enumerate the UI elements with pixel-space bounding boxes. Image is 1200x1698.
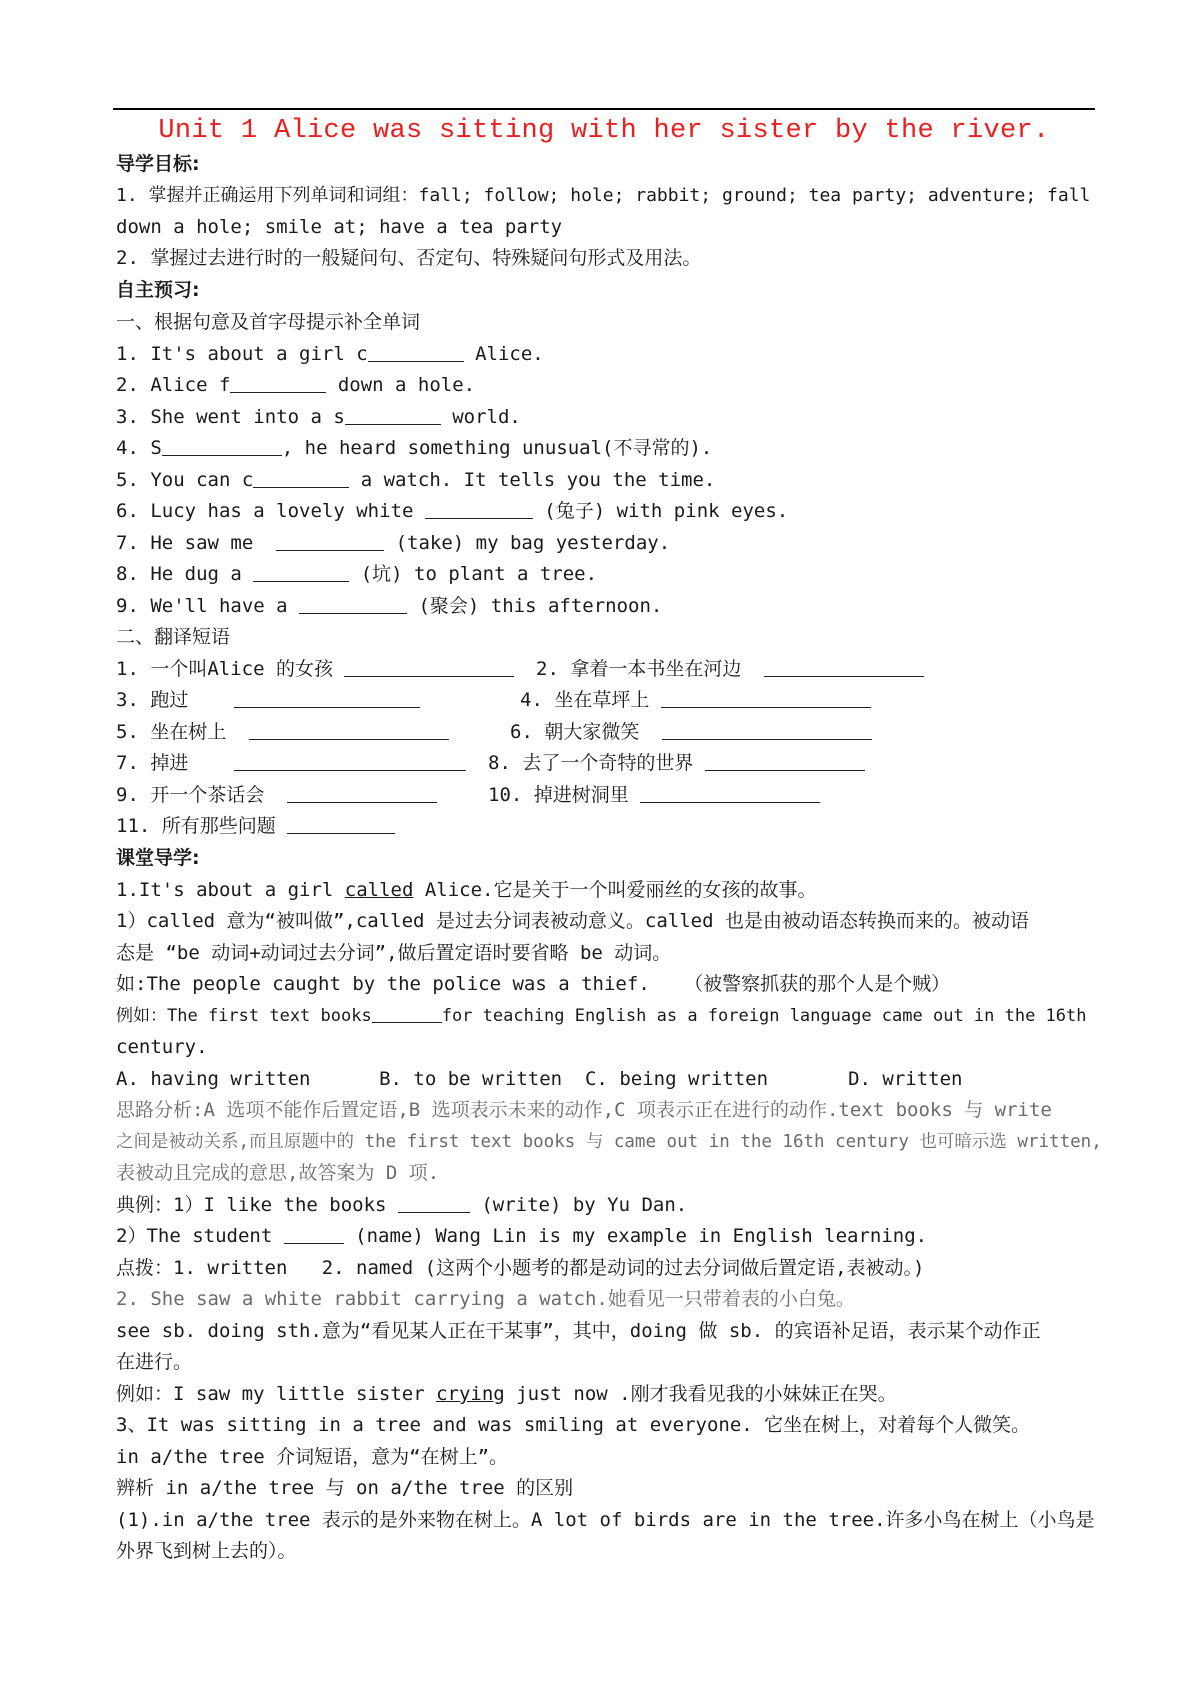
- example-question: 例如：The first text books for teaching English as a foreign language came out in the 16th: [116, 1006, 1087, 1026]
- question-7: 7. He saw me (take) my bag yesterday.: [116, 532, 671, 554]
- question-8: 8. He dug a (坑) to plant a tree.: [116, 563, 598, 585]
- header-rule: [113, 108, 1095, 110]
- goal-line-3: 2. 掌握过去进行时的一般疑问句、否定句、特殊疑问句形式及用法。: [116, 247, 702, 269]
- phrase-4: 4. 坐在草坪上: [520, 686, 871, 714]
- distinction-heading: 辨析 in a/the tree 与 on a/the tree 的区别: [116, 1477, 574, 1499]
- phrase-6: 6. 朝大家微笑: [510, 718, 872, 746]
- question-3: 3. She went into a s world.: [116, 406, 521, 428]
- goal-line-2: down a hole; smile at; have a tea party: [116, 216, 563, 238]
- phrase-5: 5. 坐在树上: [116, 718, 449, 746]
- unit-title: Unit 1 Alice was sitting with her sister by the river.: [158, 116, 1050, 146]
- phrase-2: 2. 拿着一本书坐在河边: [536, 655, 924, 683]
- question-9: 9. We'll have a (聚会) this afternoon.: [116, 595, 663, 617]
- part-two-heading: 二、翻译短语: [116, 626, 231, 648]
- distinction-line: (1).in a/the tree 表示的是外来物在树上。A lot of birds are in the tree.许多小鸟在树上（小鸟是: [116, 1509, 1095, 1531]
- explanation-line: 在进行。: [116, 1351, 193, 1373]
- analysis-line: 表被动且完成的意思,故答案为 D 项.: [116, 1162, 440, 1184]
- typical-example-1: 典例：1）I like the books (write) by Yu Dan.: [116, 1194, 688, 1216]
- section-heading-classroom: 课堂导学:: [116, 847, 200, 869]
- phrase-3: 3. 跑过: [116, 686, 420, 714]
- distinction-line: 外界飞到树上去的）。: [116, 1540, 297, 1562]
- typical-example-2: 2）The student (name) Wang Lin is my example in English learning.: [116, 1225, 928, 1247]
- point-2-sentence: 2. She saw a white rabbit carrying a watch.她看见一只带着表的小白兔。: [116, 1288, 855, 1310]
- question-1: 1. It's about a girl c Alice.: [116, 343, 544, 365]
- phrase-8: 8. 去了一个奇特的世界: [488, 749, 865, 777]
- example-line: 例如：I saw my little sister crying just now .刚才我看见我的小妹妹正在哭。: [116, 1383, 897, 1405]
- part-one-heading: 一、根据句意及首字母提示补全单词: [116, 311, 421, 333]
- explanation-line: in a/the tree 介词短语，意为“在树上”。: [116, 1446, 509, 1468]
- phrase-7: 7. 掉进: [116, 749, 466, 777]
- question-6: 6. Lucy has a lovely white (兔子) with pink eyes.: [116, 500, 789, 522]
- question-4: 4. S , he heard something unusual(不寻常的).: [116, 437, 713, 459]
- question-2: 2. Alice f down a hole.: [116, 374, 476, 396]
- example-question-cont: century.: [116, 1036, 208, 1058]
- explanation-line: 态是 “be 动词+动词过去分词”,做后置定语时要省略 be 动词。: [116, 942, 672, 964]
- explanation-line: see sb. doing sth.意为“看见某人正在干某事”，其中，doing 做 sb. 的宾语补足语，表示某个动作正: [116, 1320, 1041, 1342]
- analysis-line: 思路分析:A 选项不能作后置定语,B 选项表示未来的动作,C 项表示正在进行的动作.text books 与 write: [116, 1099, 1052, 1121]
- goal-line-1: 1. 掌握并正确运用下列单词和词组：fall; follow; hole; rabbit; ground; tea party; adventure; fall: [116, 185, 1091, 206]
- phrase-9: 9. 开一个茶话会: [116, 781, 437, 809]
- point-3-sentence: 3、It was sitting in a tree and was smiling at everyone. 它坐在树上，对着每个人微笑。: [116, 1414, 1031, 1436]
- question-5: 5. You can c a watch. It tells you the time.: [116, 469, 716, 491]
- example-line: 如:The people caught by the police was a thief. （被警察抓获的那个人是个贼）: [116, 973, 951, 995]
- section-heading-goals: 导学目标:: [116, 153, 200, 175]
- answer-options: A. having written B. to be written C. being written D. written: [116, 1068, 963, 1090]
- explanation-line: 1）called 意为“被叫做”,called 是过去分词表被动意义。called 也是由被动语态转换而来的。被动语: [116, 910, 1029, 932]
- phrase-10: 10. 掉进树洞里: [488, 781, 820, 809]
- point-1-sentence: 1.It's about a girl called Alice.它是关于一个叫爱丽丝的女孩的故事。: [116, 879, 817, 901]
- hint-line: 点拨：1. written 2. named (这两个小题考的都是动词的过去分词做后置定语,表被动。): [116, 1257, 925, 1279]
- phrase-11: 11. 所有那些问题: [116, 812, 395, 840]
- analysis-line: 之间是被动关系,而且原题中的 the first text books 与 came out in the 16th century 也可暗示选 written,: [116, 1132, 1102, 1152]
- section-heading-preview: 自主预习:: [116, 279, 200, 301]
- phrase-1: 1. 一个叫Alice 的女孩: [116, 655, 514, 683]
